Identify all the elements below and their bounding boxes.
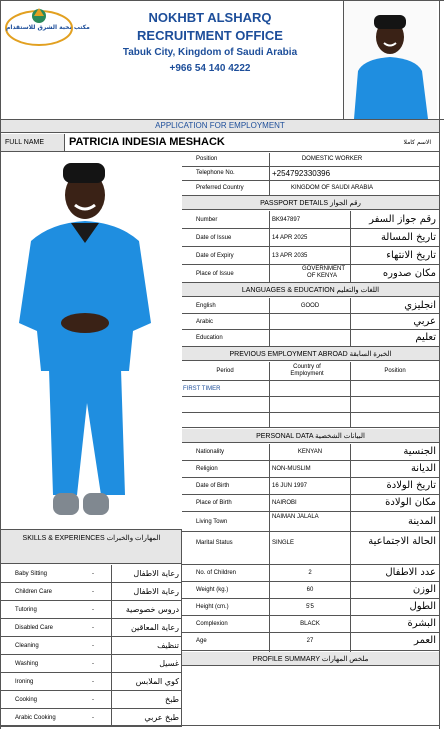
date-of-expiry-label-ar: تاريخ الانتهاء <box>386 250 436 261</box>
arabic-label: Arabic <box>196 319 214 325</box>
skills-header <box>1 529 182 564</box>
form-title-bar <box>1 120 439 133</box>
weight-value: 60 <box>306 587 314 593</box>
full-name-label-ar: الاسم كاملا <box>403 139 431 146</box>
logo-text: مكتب نخبة الشرق للاستقدام <box>6 24 90 31</box>
profile-summary-header <box>182 652 439 666</box>
cooking-value: - <box>92 697 94 703</box>
preferred-country-label: Preferred Country <box>196 185 244 191</box>
height-value: 5'5 <box>306 604 314 610</box>
passport-row <box>182 211 439 229</box>
education-label-ar: تعليم <box>415 332 436 343</box>
marital-status-label: Marital Status <box>196 540 233 546</box>
passport-number-label: Number <box>196 217 218 223</box>
photo-full-body <box>1 153 181 528</box>
full-name-row <box>1 134 439 152</box>
date-of-birth-label-ar: تاريخ الولادة <box>386 480 436 491</box>
personal-row <box>182 478 439 495</box>
skill-row <box>1 583 182 601</box>
job-row-position <box>182 153 439 167</box>
employment-table <box>182 362 439 428</box>
personal-rows <box>182 444 439 652</box>
living-town-label: Living Town <box>196 519 228 525</box>
tutoring-value: - <box>92 607 94 613</box>
place-of-issue-value: GOVERNMENT OF KENYA <box>302 266 346 279</box>
personal-row <box>182 599 439 616</box>
cleaning-label-ar: تنظيف <box>157 641 179 650</box>
nationality-value: KENYAN <box>297 449 323 455</box>
religion-value: NON-MUSLIM <box>272 466 311 472</box>
arabic-cooking-label: Arabic Cooking <box>15 715 56 721</box>
passport-row <box>182 229 439 247</box>
job-row-country <box>182 181 439 196</box>
date-of-issue-label-ar: تاريخ المسالة <box>380 232 436 243</box>
skills-rows <box>1 565 182 725</box>
arabic-cooking-label-ar: طبخ عربي <box>144 713 179 722</box>
ironing-value: - <box>92 679 94 685</box>
disabled-care-label: Disabled Care <box>15 625 54 631</box>
arabic-label-ar: عربي <box>413 316 436 327</box>
logo <box>4 4 90 48</box>
marital-status-value: SINGLE <box>272 540 295 546</box>
passport-title: PASSPORT DETAILS رقم الجواز <box>260 200 361 207</box>
job-row-telephone <box>182 167 439 181</box>
height-label-ar: الطول <box>409 601 436 612</box>
living-town-label-ar: المدينة <box>407 516 436 527</box>
age-value: 27 <box>306 638 314 644</box>
cleaning-label: Cleaning <box>15 643 39 649</box>
nationality-label-ar: الجنسية <box>403 446 436 457</box>
profile-summary-title: PROFILE SUMMARY ملخص المهارات <box>252 656 369 663</box>
languages-title: LANGUAGES & EDUCATION اللغات والتعليم <box>241 287 380 294</box>
children-care-label-ar: رعاية الاطفال <box>133 587 179 596</box>
age-label-ar: العمر <box>414 635 436 646</box>
skill-row <box>1 565 182 583</box>
washing-label: Washing <box>15 661 39 667</box>
baby-sitting-value: - <box>92 571 94 577</box>
education-label: Education <box>196 335 223 341</box>
skill-row <box>1 601 182 619</box>
personal-row <box>182 512 439 532</box>
worker-photo-full <box>1 153 181 528</box>
tutoring-label-ar: دروس خصوصية <box>125 605 179 614</box>
washing-value: - <box>92 661 94 667</box>
disabled-care-value: - <box>92 625 94 631</box>
full-name-label: FULL NAME <box>5 139 45 146</box>
passport-rows <box>182 211 439 283</box>
office-phone: +966 54 140 4222 <box>169 63 251 74</box>
passport-number-value: BK947897 <box>272 217 301 223</box>
languages-rows <box>182 298 439 347</box>
age-label: Age <box>196 638 207 644</box>
passport-header <box>182 196 439 210</box>
date-of-issue-label: Date of Issue <box>196 235 232 241</box>
complexion-value: BLACK <box>300 621 320 627</box>
office-name-line-2: RECRUITMENT OFFICE <box>137 28 283 43</box>
language-row <box>182 298 439 314</box>
ironing-label: Ironing <box>15 679 34 685</box>
skill-row <box>1 655 182 673</box>
personal-row <box>182 633 439 651</box>
date-of-issue-value: 14 APR 2025 <box>272 235 308 241</box>
children-care-label: Children Care <box>15 589 53 595</box>
photo-small <box>343 1 436 119</box>
personal-row <box>182 495 439 512</box>
washing-label-ar: غسيل <box>159 659 179 668</box>
cleaning-value: - <box>92 643 94 649</box>
weight-label: Weight (kg.) <box>196 587 229 593</box>
skill-row <box>1 619 182 637</box>
personal-row <box>182 582 439 599</box>
living-town-value: NAIMAN JALALA <box>272 514 319 520</box>
telephone-value: +254792330396 <box>272 169 331 178</box>
telephone-label: Telephone No. <box>196 170 235 176</box>
language-row <box>182 330 439 347</box>
place-of-issue-label-ar: مكان صدوره <box>382 268 436 279</box>
preferred-country-value: KINGDOM OF SAUDI ARABIA <box>290 185 373 191</box>
date-of-expiry-value: 13 APR 2035 <box>272 253 308 259</box>
office-name-line-1: NOKHBT ALSHARQ <box>148 10 272 25</box>
country-of-employment-header: Country of Employment <box>290 364 324 377</box>
personal-row <box>182 616 439 633</box>
position-header: Position <box>384 368 406 374</box>
position-label: Position <box>196 156 218 162</box>
children-label-ar: عدد الاطفال <box>385 567 436 578</box>
date-of-birth-label: Date of Birth <box>196 483 230 489</box>
arabic-cooking-value: - <box>92 715 94 721</box>
personal-row <box>182 444 439 461</box>
passport-number-label-ar: رقم جواز السفر <box>369 214 436 225</box>
full-name-value: PATRICIA INDESIA MESHACK <box>69 136 225 148</box>
tutoring-label: Tutoring <box>15 607 37 613</box>
place-of-birth-label: Place of Birth <box>196 500 232 506</box>
personal-header <box>182 429 439 443</box>
disabled-care-label-ar: رعاية المعاقين <box>130 623 179 632</box>
skill-row <box>1 637 182 655</box>
complexion-label: Complexion <box>196 621 228 627</box>
children-value: 2 <box>308 570 312 576</box>
cooking-label-ar: طبخ <box>165 695 179 704</box>
place-of-issue-label: Place of Issue <box>196 271 234 277</box>
date-of-expiry-label: Date of Expiry <box>196 253 234 259</box>
worker-photo-small <box>344 1 437 119</box>
children-care-value: - <box>92 589 94 595</box>
languages-header <box>182 283 439 297</box>
cooking-label: Cooking <box>15 697 38 703</box>
baby-sitting-label-ar: رعاية الاطفال <box>133 569 179 578</box>
children-label: No. of Children <box>196 570 237 576</box>
employment-title: PREVIOUS EMPLOYMENT ABROAD الخبرة السابقة <box>229 351 392 358</box>
english-label-ar: انجليزي <box>404 300 436 311</box>
religion-label: Religion <box>196 466 218 472</box>
passport-row <box>182 265 439 283</box>
skill-row <box>1 691 182 709</box>
position-value: DOMESTIC WORKER <box>301 156 363 162</box>
personal-row <box>182 565 439 582</box>
personal-row <box>182 532 439 565</box>
personal-row <box>182 461 439 478</box>
nationality-label: Nationality <box>196 449 225 455</box>
language-row <box>182 314 439 330</box>
religion-label-ar: الديانة <box>410 463 436 474</box>
place-of-birth-value: NAIROBI <box>272 500 297 506</box>
english-label: English <box>196 303 216 309</box>
skills-title: SKILLS & EXPERIENCES المهارات والخبرات <box>22 535 161 542</box>
period-header: Period <box>216 368 234 374</box>
weight-label-ar: الوزن <box>412 584 436 595</box>
place-of-birth-label-ar: مكان الولادة <box>385 497 436 508</box>
first-timer-label: FIRST TIMER <box>183 386 221 392</box>
employment-header <box>182 347 439 361</box>
complexion-label-ar: البشرة <box>407 618 436 629</box>
form-title: APPLICATION FOR EMPLOYMENT <box>155 121 285 130</box>
personal-title: PERSONAL DATA البيانات الشخصية <box>256 433 365 440</box>
header <box>0 0 444 120</box>
marital-status-label-ar: الحالة الاجتماعية <box>368 536 436 547</box>
height-label: Height (cm.) <box>196 604 229 610</box>
baby-sitting-label: Baby Sitting <box>15 571 48 577</box>
passport-row <box>182 247 439 265</box>
english-value: GOOD <box>300 303 320 309</box>
ironing-label-ar: كوي الملابس <box>135 677 179 686</box>
office-address: Tabuk City, Kingdom of Saudi Arabia <box>122 47 298 58</box>
date-of-birth-value: 16 JUN 1997 <box>272 483 308 489</box>
skill-row <box>1 673 182 691</box>
